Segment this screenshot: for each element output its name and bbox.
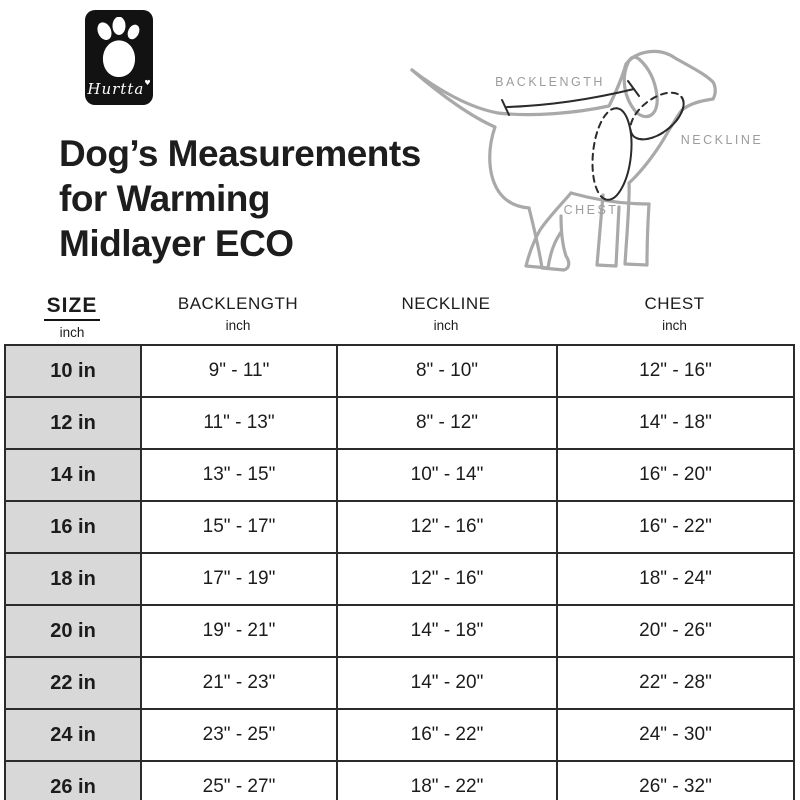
backlength-cell: 17" - 19" — [141, 553, 337, 605]
backlength-label: BACKLENGTH — [495, 75, 605, 89]
title-line-1: Dog’s Measurements — [59, 133, 421, 174]
chest-cell: 20" - 26" — [557, 605, 794, 657]
chest-cell: 26" - 32" — [557, 761, 794, 800]
backlength-cell: 9" - 11" — [141, 345, 337, 397]
size-column-label: SIZE — [44, 294, 101, 321]
column-header-size — [4, 294, 140, 340]
backlength-cell: 19" - 21" — [141, 605, 337, 657]
size-cell: 18 in — [5, 553, 141, 605]
chest-column-label: CHEST — [644, 294, 705, 313]
column-header-neckline — [336, 294, 556, 340]
size-cell: 10 in — [5, 345, 141, 397]
chest-cell: 12" - 16" — [557, 345, 794, 397]
table-row — [5, 709, 794, 761]
size-cell: 14 in — [5, 449, 141, 501]
chest-cell: 16" - 22" — [557, 501, 794, 553]
neckline-cell: 12" - 16" — [337, 553, 557, 605]
neckline-label: NECKLINE — [680, 133, 764, 147]
heart-icon: ♥ — [144, 79, 151, 87]
chest-label: CHEST — [563, 203, 619, 217]
size-cell: 20 in — [5, 605, 141, 657]
neckline-cell: 14" - 18" — [337, 605, 557, 657]
title-line-3: Midlayer ECO — [59, 223, 294, 264]
size-cell: 12 in — [5, 397, 141, 449]
table-row — [5, 345, 794, 397]
title-line-2: for Warming — [59, 178, 271, 219]
backlength-cell: 23" - 25" — [141, 709, 337, 761]
neckline-cell: 18" - 22" — [337, 761, 557, 800]
backlength-cell: 15" - 17" — [141, 501, 337, 553]
size-cell: 16 in — [5, 501, 141, 553]
paw-icon — [93, 17, 145, 79]
neckline-column-label: NECKLINE — [401, 294, 491, 313]
neckline-cell: 8" - 10" — [337, 345, 557, 397]
table-row — [5, 397, 794, 449]
column-header-chest — [556, 294, 793, 340]
column-header-backlength — [140, 294, 336, 340]
table-row — [5, 553, 794, 605]
hurtta-logo — [85, 10, 153, 105]
chest-cell: 18" - 24" — [557, 553, 794, 605]
table-column-headers — [4, 294, 793, 340]
neckline-cell: 10" - 14" — [337, 449, 557, 501]
table-row — [5, 605, 794, 657]
size-cell: 26 in — [5, 761, 141, 800]
size-cell: 22 in — [5, 657, 141, 709]
backlength-cell: 25" - 27" — [141, 761, 337, 800]
chest-cell: 16" - 20" — [557, 449, 794, 501]
chest-cell: 14" - 18" — [557, 397, 794, 449]
page-title — [59, 131, 421, 266]
neckline-cell: 8" - 12" — [337, 397, 557, 449]
backlength-cell: 21" - 23" — [141, 657, 337, 709]
size-column-unit: inch — [59, 325, 85, 340]
neckline-cell: 16" - 22" — [337, 709, 557, 761]
table-row — [5, 657, 794, 709]
table-row — [5, 761, 794, 800]
backlength-column-label: BACKLENGTH — [177, 294, 299, 313]
neckline-cell: 12" - 16" — [337, 501, 557, 553]
size-table — [4, 344, 795, 800]
backlength-cell: 13" - 15" — [141, 449, 337, 501]
neckline-column-unit: inch — [433, 318, 459, 333]
table-row — [5, 501, 794, 553]
chest-cell: 24" - 30" — [557, 709, 794, 761]
table-row — [5, 449, 794, 501]
backlength-column-unit: inch — [225, 318, 251, 333]
neckline-cell: 14" - 20" — [337, 657, 557, 709]
chest-cell: 22" - 28" — [557, 657, 794, 709]
chest-column-unit: inch — [662, 318, 687, 333]
size-cell: 24 in — [5, 709, 141, 761]
backlength-cell: 11" - 13" — [141, 397, 337, 449]
logo-wordmark: Hurtta♥ — [87, 79, 151, 98]
dog-measurement-diagram — [398, 18, 790, 290]
